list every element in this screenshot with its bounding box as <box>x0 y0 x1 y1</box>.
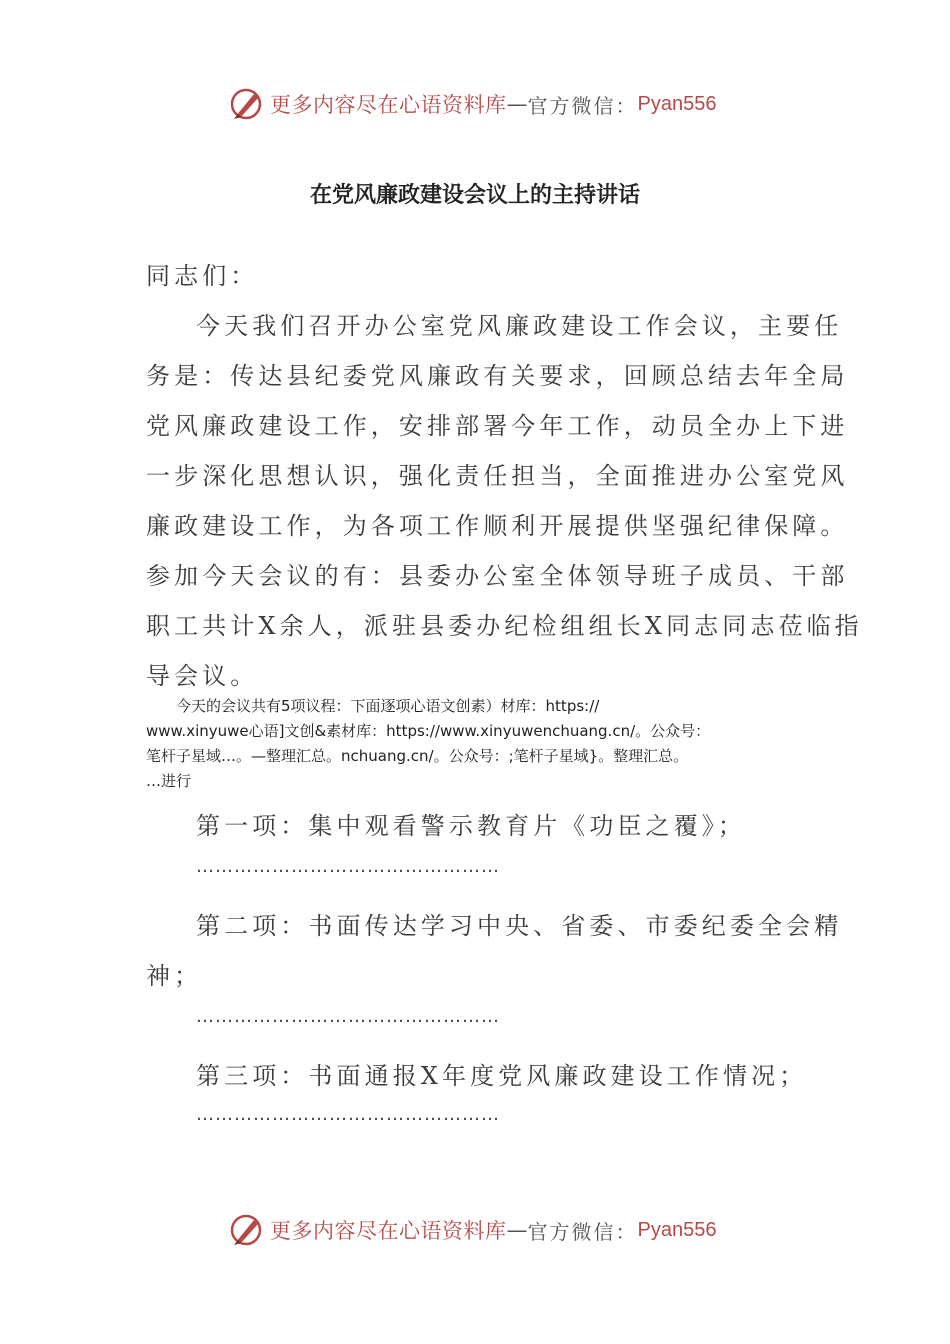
footer-wechat-id: Pyan556 <box>637 1218 717 1241</box>
agenda-item-2: 第二项：书面传达学习中央、省委、市委纪委全会精 <box>196 912 843 940</box>
greeting: 同志们： <box>146 262 259 290</box>
agenda-note-line: …进行 <box>146 772 192 790</box>
document-title: 在党风廉政建设会议上的主持讲话 <box>309 183 640 208</box>
agenda-note-line: 今天的会议共有5项议程：下面逐项心语文创素）材库：https:// <box>146 697 600 715</box>
ellipsis-1: ………………………………………… <box>196 856 500 877</box>
intro-line: 廉政建设工作，为各项工作顺利开展提供坚强纪律保障。 <box>146 512 849 540</box>
pen-logo-icon <box>228 86 264 122</box>
intro-line: 今天我们召开办公室党风廉政建设工作会议，主要任 <box>196 312 843 340</box>
intro-line: 党风廉政建设工作，安排部署今年工作，动员全办上下进 <box>146 412 849 440</box>
intro-line: 务是：传达县纪委党风廉政有关要求，回顾总结去年全局 <box>146 362 849 390</box>
agenda-item-3: 第三项：书面通报X年度党风廉政建设工作情况； <box>196 1062 808 1090</box>
footer-wechat-label: 官方微信： <box>527 1219 638 1244</box>
footer-dash: — <box>506 1218 528 1242</box>
agenda-note-line: 笔杆子星域…。—整理汇总。nchuang.cn/。公众号：;笔杆子星域}。整理汇总。 <box>146 747 689 765</box>
header-brand: 更多内容尽在心语资料库 <box>270 93 507 117</box>
header-wechat-label: 官方微信： <box>527 93 638 118</box>
intro-line: 职工共计X余人，派驻县委办纪检组组长X同志同志莅临指 <box>146 612 863 640</box>
agenda-item-2-cont: 神； <box>146 962 203 990</box>
header-dash: — <box>506 92 528 116</box>
agenda-item-1: 第一项：集中观看警示教育片《功臣之覆》； <box>196 812 746 840</box>
intro-line: 参加今天会议的有：县委办公室全体领导班子成员、干部 <box>146 562 849 590</box>
footer-brand: 更多内容尽在心语资料库 <box>270 1219 507 1243</box>
header-banner <box>228 84 716 124</box>
ellipsis-3: ………………………………………… <box>196 1104 500 1125</box>
pen-logo-icon <box>228 1212 264 1248</box>
agenda-note-line: www.xinyuwe心语]文创&素材库：https://www.xinyuwenchuang.cn/。公众号： <box>146 722 711 740</box>
agenda-note <box>146 694 806 794</box>
header-wechat-id: Pyan556 <box>637 92 717 115</box>
intro-line: 一步深化思想认识，强化责任担当，全面推进办公室党风 <box>146 462 849 490</box>
intro-line: 导会议。 <box>146 662 259 690</box>
ellipsis-2: ………………………………………… <box>196 1006 500 1027</box>
footer-banner <box>228 1210 716 1250</box>
